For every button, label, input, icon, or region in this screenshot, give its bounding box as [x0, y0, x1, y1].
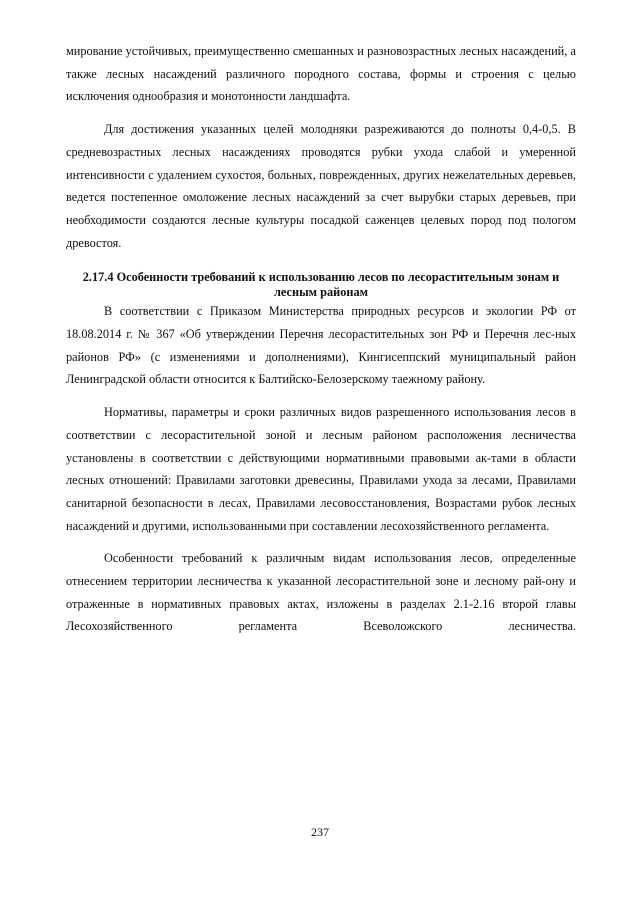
paragraph-requirements: Особенности требований к различным видам использования лесов, определенные отнесением территории лесничества к указанной лесорастительной зоне и лесному рай-ону и отраженные в нормативных правовых актах, изложены в разделах 2.1-2.16 второй главы Лесохозяйственного регламента Всеволожского лесничества. — [66, 551, 576, 634]
document-page — [66, 40, 576, 638]
paragraph-standards: Нормативы, параметры и сроки различных видов разрешенного использования лесов в соответствии с лесорастительной зоной и лесным районом расположения лесничества установлены в соответствии с действующими нормативными правовыми ак-тами в области лесных отношений: Правилами заготовки древесины, Правилами ухода за лесами, Правилами санитарной безопасности в лесах, Правилами лесовосстановления, Возрастами рубок лесных насаждений и другими, использованными при составлении лесохозяйственного регламента. — [66, 405, 576, 533]
paragraph-forest-zones-order: В соответствии с Приказом Министерства природных ресурсов и экологии РФ от 18.08.2014 г. № 367 «Об утверждении Перечня лесорастительных зон РФ и Перечня лес-ных районов РФ» (с изменениями и дополнениями), Кингисеппский муниципальный район Ленинградской области относится к Балтийско-Белозерскому таежному району. — [66, 304, 576, 387]
paragraph-continuation: мирование устойчивых, преимущественно смешанных и разновозрастных лесных насаждений, а также лесных насаждений различного породного состава, формы и строения с целью исключения однообразия и монотонности ландшафта. — [66, 44, 576, 104]
section-heading: 2.17.4 Особенности требований к использованию лесов по лесорастительным зонам и лесным районам — [82, 270, 560, 300]
page-number: 237 — [311, 825, 329, 839]
paragraph-thinning-goals: Для достижения указанных целей молодняки разреживаются до полноты 0,4-0,5. В средневозрастных лесных насаждениях проводятся рубки ухода слабой и умеренной интенсивности с удалением сухостоя, больных, поврежденных, других нежелательных деревьев, ведется постепенное омоложение лесных насаждений за счет вырубки старых деревьев, при необходимости создаются лесные культуры посадкой саженцев целевых пород под пологом древостоя. — [66, 122, 576, 250]
